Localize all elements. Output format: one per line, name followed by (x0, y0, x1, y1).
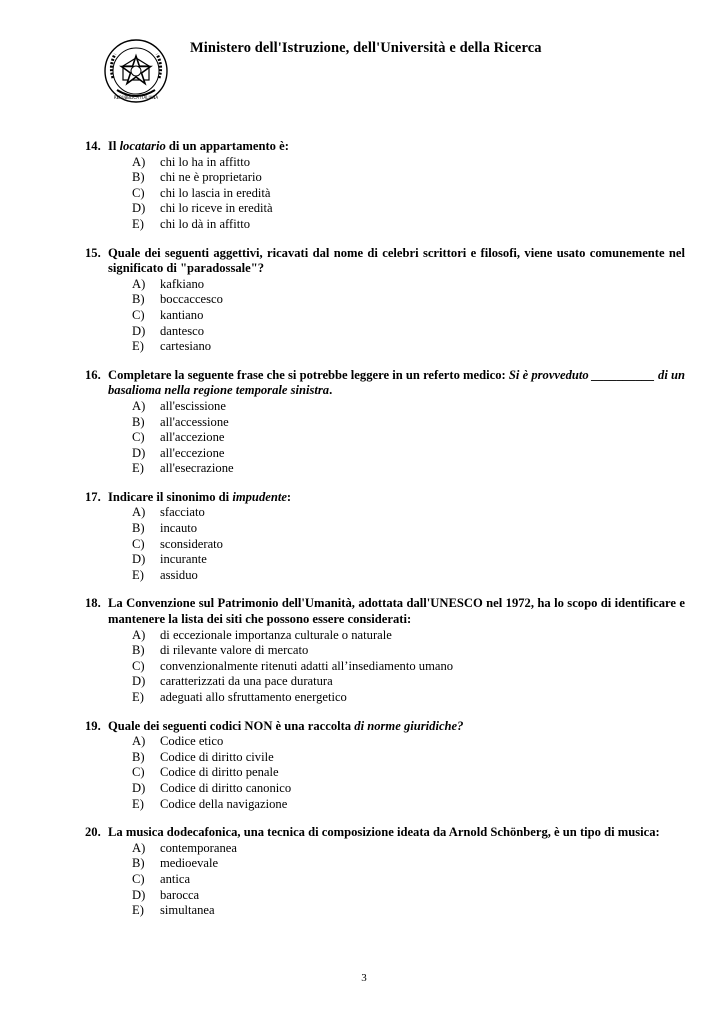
answer-option (132, 186, 685, 202)
option-text: Codice di diritto civile (160, 749, 274, 764)
answer-option (132, 399, 685, 415)
question-text-part: Il (108, 139, 120, 153)
option-text: di rilevante valore di mercato (160, 643, 309, 658)
question-list (85, 139, 685, 932)
option-text: assiduo (160, 567, 198, 582)
question-text-part: di un appartamento è: (165, 139, 289, 153)
option-text: all'esecrazione (160, 461, 234, 476)
option-letter: D) (132, 780, 146, 795)
answer-option (132, 903, 685, 919)
question-number: 19. (85, 718, 101, 733)
option-letter: B) (132, 856, 145, 871)
option-text: all'escissione (160, 398, 226, 413)
question-stem (85, 490, 685, 506)
option-letter: E) (132, 567, 144, 582)
question-item (85, 596, 685, 705)
question-number: 14. (85, 139, 101, 153)
answer-option (132, 430, 685, 446)
option-letter: B) (132, 749, 145, 764)
question-number: 17. (85, 489, 101, 504)
answer-option (132, 750, 685, 766)
question-text-part: Quale dei seguenti aggettivi, ricavati dal nome di celebri scrittori e filosofi, viene usato comunemente nel significato di "paradossale"? (108, 245, 685, 276)
page-header (0, 0, 728, 110)
option-letter: A) (132, 398, 146, 413)
question-number: 18. (85, 596, 101, 611)
question-stem (85, 825, 685, 841)
option-text: kafkiano (160, 276, 205, 291)
answer-options (85, 734, 685, 812)
question-item (85, 139, 685, 233)
question-text-part: Completare la seguente frase che si potrebbe leggere in un referto medico: (108, 367, 509, 382)
option-letter: B) (132, 521, 145, 536)
option-letter: E) (132, 461, 144, 476)
option-text: all'eccezione (160, 445, 225, 460)
option-text: dantesco (160, 323, 205, 338)
option-text: simultanea (160, 903, 215, 918)
answer-option (132, 415, 685, 431)
answer-option (132, 872, 685, 888)
answer-option (132, 170, 685, 186)
question-stem (85, 719, 685, 735)
answer-option (132, 446, 685, 462)
question-text-part: . (329, 383, 333, 398)
answer-option (132, 659, 685, 675)
question-text (108, 825, 685, 841)
answer-option (132, 628, 685, 644)
answer-options (85, 505, 685, 583)
option-letter: C) (132, 658, 145, 673)
option-letter: E) (132, 690, 144, 704)
option-letter: C) (132, 185, 145, 200)
answer-option (132, 888, 685, 904)
option-text: chi lo ha in affitto (160, 154, 251, 169)
answer-option (132, 324, 685, 340)
option-text: kantiano (160, 307, 204, 322)
option-text: sconsiderato (160, 536, 223, 551)
question-text-italic: locatario (119, 139, 166, 153)
question-text-italic: di norme giuridiche? (354, 718, 464, 733)
question-text-italic: impudente (232, 489, 287, 504)
option-text: all'accezione (160, 430, 225, 445)
option-text: medioevale (160, 856, 219, 871)
option-letter: C) (132, 536, 145, 551)
question-stem (85, 246, 685, 277)
answer-option (132, 201, 685, 217)
option-letter: B) (132, 292, 145, 307)
option-text: antica (160, 871, 191, 886)
question-text-part: Quale dei seguenti codici NON è una raccolta (108, 718, 355, 733)
answer-option (132, 292, 685, 308)
answer-option (132, 277, 685, 293)
question-text (108, 246, 685, 277)
answer-option (132, 690, 685, 706)
option-letter: A) (132, 627, 146, 642)
header-title: Ministero dell'Istruzione, dell'Università e della Ricerca (190, 40, 542, 56)
option-letter: C) (132, 430, 145, 445)
question-item (85, 490, 685, 584)
question-item (85, 825, 685, 919)
question-text-italic: Si è provveduto __________ di un basalioma nella regione temporale sinistra (108, 367, 686, 398)
question-item (85, 246, 685, 355)
answer-option (132, 643, 685, 659)
question-number: 20. (85, 825, 101, 840)
question-text-part: La musica dodecafonica, una tecnica di composizione ideata da Arnold Schönberg, è un tipo di musica: (108, 825, 660, 840)
answer-option (132, 568, 685, 584)
answer-options (85, 399, 685, 477)
option-text: barocca (160, 887, 200, 902)
option-letter: E) (132, 339, 144, 354)
answer-option (132, 674, 685, 690)
emblem-lettering: REPUBBLICA ITALIANA (113, 95, 159, 100)
question-text (108, 368, 685, 399)
question-number: 15. (85, 245, 101, 260)
answer-option (132, 537, 685, 553)
option-text: sfacciato (160, 505, 205, 520)
page-number: 3 (361, 972, 367, 984)
question-item (85, 719, 685, 813)
answer-option (132, 781, 685, 797)
option-letter: E) (132, 216, 144, 231)
option-text: incurante (160, 552, 207, 567)
option-text: Codice etico (160, 734, 224, 749)
answer-options (85, 628, 685, 706)
option-text: chi lo riceve in eredità (160, 201, 273, 216)
question-text (108, 719, 685, 735)
option-text: chi ne è proprietario (160, 170, 262, 185)
option-letter: A) (132, 505, 146, 520)
option-letter: A) (132, 734, 146, 749)
answer-option (132, 797, 685, 813)
answer-option (132, 339, 685, 355)
answer-option (132, 765, 685, 781)
answer-option (132, 521, 685, 537)
option-letter: B) (132, 170, 145, 185)
option-text: adeguati allo sfruttamento energetico (160, 690, 347, 704)
option-letter: C) (132, 765, 145, 780)
option-letter: A) (132, 276, 146, 291)
question-text (108, 596, 685, 627)
option-text: caratterizzati da una pace duratura (160, 674, 333, 689)
option-text: di eccezionale importanza culturale o naturale (160, 627, 392, 642)
question-text-part: : (286, 489, 292, 504)
option-letter: D) (132, 674, 146, 689)
answer-option (132, 505, 685, 521)
answer-option (132, 841, 685, 857)
question-text-part: Indicare il sinonimo di (108, 489, 233, 504)
answer-options (85, 155, 685, 233)
option-text: incauto (160, 521, 198, 536)
option-text: boccaccesco (160, 292, 223, 307)
answer-option (132, 155, 685, 171)
option-text: chi lo lascia in eredità (160, 185, 271, 200)
option-text: all'accessione (160, 414, 229, 429)
option-letter: E) (132, 796, 144, 811)
option-letter: C) (132, 307, 145, 322)
answer-options (85, 277, 685, 355)
option-letter: D) (132, 887, 146, 902)
answer-option (132, 734, 685, 750)
answer-option (132, 461, 685, 477)
answer-option (132, 552, 685, 568)
option-text: Codice della navigazione (160, 796, 288, 811)
question-stem (85, 368, 685, 399)
option-letter: B) (132, 643, 145, 658)
question-number: 16. (85, 367, 101, 382)
answer-option (132, 856, 685, 872)
option-text: Codice di diritto penale (160, 765, 279, 780)
question-text-part: La Convenzione sul Patrimonio dell'Umanità, adottata dall'UNESCO nel 1972, ha lo scopo di identificare e mantenere la lista dei siti che possono essere considerati: (108, 596, 685, 627)
option-text: cartesiano (160, 339, 212, 354)
option-letter: D) (132, 201, 146, 216)
question-stem (85, 596, 685, 627)
answer-options (85, 841, 685, 919)
italian-republic-emblem-icon (103, 38, 169, 104)
answer-option (132, 308, 685, 324)
option-text: chi lo dà in affitto (160, 216, 251, 231)
option-letter: D) (132, 445, 146, 460)
option-letter: D) (132, 323, 146, 338)
option-letter: B) (132, 414, 145, 429)
option-letter: E) (132, 903, 144, 918)
question-stem (85, 139, 685, 155)
option-letter: A) (132, 840, 146, 855)
option-text: Codice di diritto canonico (160, 780, 292, 795)
answer-option (132, 217, 685, 233)
option-letter: C) (132, 871, 145, 886)
question-text (108, 490, 685, 506)
option-letter: D) (132, 552, 146, 567)
option-letter: A) (132, 154, 146, 169)
question-item (85, 368, 685, 477)
question-text (108, 139, 685, 155)
option-text: convenzionalmente ritenuti adatti all’insediamento umano (160, 658, 454, 673)
option-text: contemporanea (160, 840, 237, 855)
